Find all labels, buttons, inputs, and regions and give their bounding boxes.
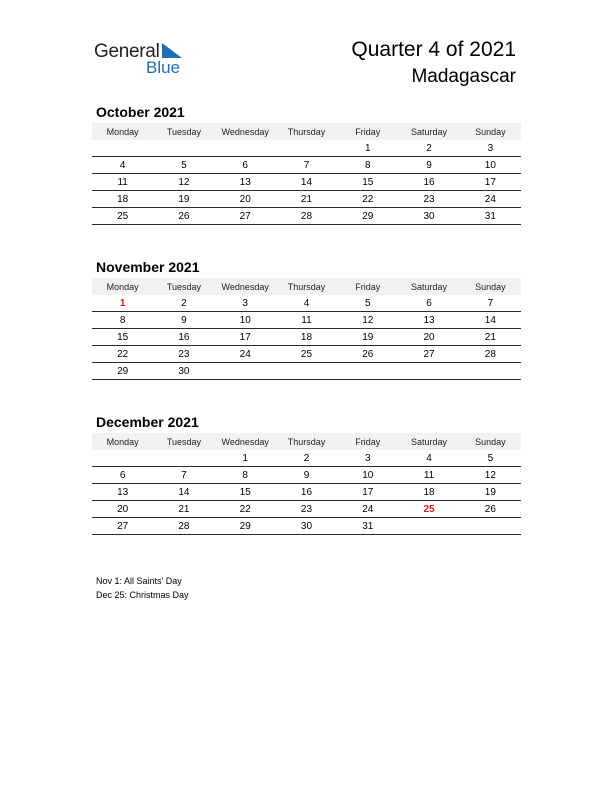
day-cell: 24 — [337, 501, 398, 518]
weekday-header: Sunday — [460, 123, 521, 140]
day-cell: 26 — [153, 208, 214, 225]
day-cell: 25 — [398, 501, 459, 518]
week-row — [92, 312, 521, 329]
day-cell: 28 — [460, 346, 521, 363]
day-cell — [92, 140, 153, 157]
day-cell: 10 — [460, 157, 521, 174]
weekday-header: Saturday — [398, 278, 459, 295]
week-row — [92, 208, 521, 225]
day-cell: 17 — [215, 329, 276, 346]
page-title: Quarter 4 of 2021 — [351, 38, 516, 61]
weekday-header: Tuesday — [153, 278, 214, 295]
week-row — [92, 140, 521, 157]
day-cell: 28 — [153, 518, 214, 535]
day-cell: 3 — [337, 450, 398, 467]
weekday-header: Wednesday — [215, 433, 276, 450]
day-cell: 1 — [92, 295, 153, 312]
day-cell: 5 — [460, 450, 521, 467]
day-cell: 19 — [460, 484, 521, 501]
weekday-header: Thursday — [276, 123, 337, 140]
day-cell: 30 — [276, 518, 337, 535]
day-cell: 16 — [153, 329, 214, 346]
day-cell: 17 — [337, 484, 398, 501]
week-row — [92, 346, 521, 363]
day-cell: 20 — [398, 329, 459, 346]
day-cell — [460, 363, 521, 380]
holiday-notes — [96, 574, 189, 602]
day-cell: 7 — [276, 157, 337, 174]
month-grid — [92, 123, 521, 225]
day-cell: 3 — [215, 295, 276, 312]
week-row — [92, 518, 521, 535]
day-cell: 16 — [276, 484, 337, 501]
day-cell: 22 — [337, 191, 398, 208]
day-cell: 13 — [398, 312, 459, 329]
week-row — [92, 467, 521, 484]
day-cell: 3 — [460, 140, 521, 157]
day-cell: 21 — [153, 501, 214, 518]
day-cell: 25 — [276, 346, 337, 363]
day-cell: 19 — [337, 329, 398, 346]
day-cell: 20 — [92, 501, 153, 518]
day-cell: 30 — [398, 208, 459, 225]
day-cell: 14 — [153, 484, 214, 501]
day-cell: 8 — [92, 312, 153, 329]
day-cell: 11 — [276, 312, 337, 329]
day-cell: 29 — [337, 208, 398, 225]
week-row — [92, 363, 521, 380]
week-row — [92, 174, 521, 191]
weekday-header-row — [92, 278, 521, 295]
day-cell: 23 — [398, 191, 459, 208]
week-row — [92, 295, 521, 312]
day-cell: 18 — [398, 484, 459, 501]
day-cell: 13 — [215, 174, 276, 191]
day-cell: 5 — [153, 157, 214, 174]
day-cell: 12 — [337, 312, 398, 329]
day-cell: 24 — [215, 346, 276, 363]
weekday-header: Friday — [337, 123, 398, 140]
day-cell: 26 — [337, 346, 398, 363]
day-cell: 9 — [276, 467, 337, 484]
weekday-header: Friday — [337, 433, 398, 450]
day-cell: 8 — [337, 157, 398, 174]
day-cell: 7 — [460, 295, 521, 312]
day-cell: 7 — [153, 467, 214, 484]
month-grid — [92, 278, 521, 380]
day-cell: 31 — [460, 208, 521, 225]
day-cell: 27 — [215, 208, 276, 225]
weekday-header: Saturday — [398, 123, 459, 140]
day-cell: 27 — [92, 518, 153, 535]
day-cell: 15 — [92, 329, 153, 346]
weekday-header: Friday — [337, 278, 398, 295]
day-cell — [153, 450, 214, 467]
day-cell — [276, 140, 337, 157]
day-cell: 24 — [460, 191, 521, 208]
day-cell: 22 — [92, 346, 153, 363]
day-cell: 6 — [92, 467, 153, 484]
day-cell: 23 — [276, 501, 337, 518]
day-cell: 18 — [92, 191, 153, 208]
weekday-header: Thursday — [276, 278, 337, 295]
logo-triangle-icon — [160, 43, 182, 59]
day-cell: 9 — [398, 157, 459, 174]
day-cell: 20 — [215, 191, 276, 208]
day-cell: 15 — [215, 484, 276, 501]
logo — [94, 40, 194, 80]
day-cell: 2 — [153, 295, 214, 312]
day-cell: 2 — [398, 140, 459, 157]
day-cell: 21 — [276, 191, 337, 208]
weekday-header: Wednesday — [215, 278, 276, 295]
weekday-header: Tuesday — [153, 433, 214, 450]
day-cell — [153, 140, 214, 157]
day-cell: 29 — [92, 363, 153, 380]
holiday-note: Dec 25: Christmas Day — [96, 590, 189, 600]
weekday-header: Monday — [92, 433, 153, 450]
month-title: November 2021 — [96, 259, 200, 275]
day-cell — [337, 363, 398, 380]
weekday-header: Monday — [92, 278, 153, 295]
weekday-header-row — [92, 123, 521, 140]
day-cell: 1 — [215, 450, 276, 467]
day-cell: 29 — [215, 518, 276, 535]
month-grid — [92, 433, 521, 535]
day-cell: 25 — [92, 208, 153, 225]
month-title: December 2021 — [96, 414, 199, 430]
day-cell: 10 — [215, 312, 276, 329]
day-cell — [398, 363, 459, 380]
week-row — [92, 157, 521, 174]
day-cell: 22 — [215, 501, 276, 518]
day-cell: 14 — [460, 312, 521, 329]
week-row — [92, 501, 521, 518]
day-cell — [460, 518, 521, 535]
day-cell: 21 — [460, 329, 521, 346]
day-cell: 9 — [153, 312, 214, 329]
day-cell: 4 — [276, 295, 337, 312]
day-cell: 5 — [337, 295, 398, 312]
day-cell: 11 — [398, 467, 459, 484]
week-row — [92, 484, 521, 501]
day-cell: 13 — [92, 484, 153, 501]
day-cell — [398, 518, 459, 535]
weekday-header: Wednesday — [215, 123, 276, 140]
week-row — [92, 329, 521, 346]
day-cell: 27 — [398, 346, 459, 363]
day-cell: 14 — [276, 174, 337, 191]
day-cell: 28 — [276, 208, 337, 225]
country-name: Madagascar — [411, 66, 516, 87]
weekday-header: Monday — [92, 123, 153, 140]
weekday-header-row — [92, 433, 521, 450]
day-cell: 12 — [460, 467, 521, 484]
month-title: October 2021 — [96, 104, 185, 120]
day-cell: 2 — [276, 450, 337, 467]
day-cell: 15 — [337, 174, 398, 191]
day-cell: 4 — [92, 157, 153, 174]
day-cell — [276, 363, 337, 380]
week-row — [92, 450, 521, 467]
day-cell: 11 — [92, 174, 153, 191]
day-cell: 12 — [153, 174, 214, 191]
day-cell — [215, 363, 276, 380]
weekday-header: Thursday — [276, 433, 337, 450]
week-row — [92, 191, 521, 208]
day-cell: 31 — [337, 518, 398, 535]
day-cell: 23 — [153, 346, 214, 363]
holiday-note: Nov 1: All Saints’ Day — [96, 576, 182, 586]
day-cell: 4 — [398, 450, 459, 467]
day-cell — [92, 450, 153, 467]
day-cell: 16 — [398, 174, 459, 191]
day-cell: 1 — [337, 140, 398, 157]
day-cell: 30 — [153, 363, 214, 380]
weekday-header: Sunday — [460, 278, 521, 295]
weekday-header: Saturday — [398, 433, 459, 450]
logo-text-general: General — [94, 41, 160, 62]
day-cell: 8 — [215, 467, 276, 484]
day-cell: 17 — [460, 174, 521, 191]
logo-text-blue: Blue — [146, 58, 181, 77]
day-cell: 19 — [153, 191, 214, 208]
day-cell: 18 — [276, 329, 337, 346]
weekday-header: Tuesday — [153, 123, 214, 140]
day-cell — [215, 140, 276, 157]
day-cell: 6 — [398, 295, 459, 312]
day-cell: 6 — [215, 157, 276, 174]
weekday-header: Sunday — [460, 433, 521, 450]
day-cell: 26 — [460, 501, 521, 518]
day-cell: 10 — [337, 467, 398, 484]
